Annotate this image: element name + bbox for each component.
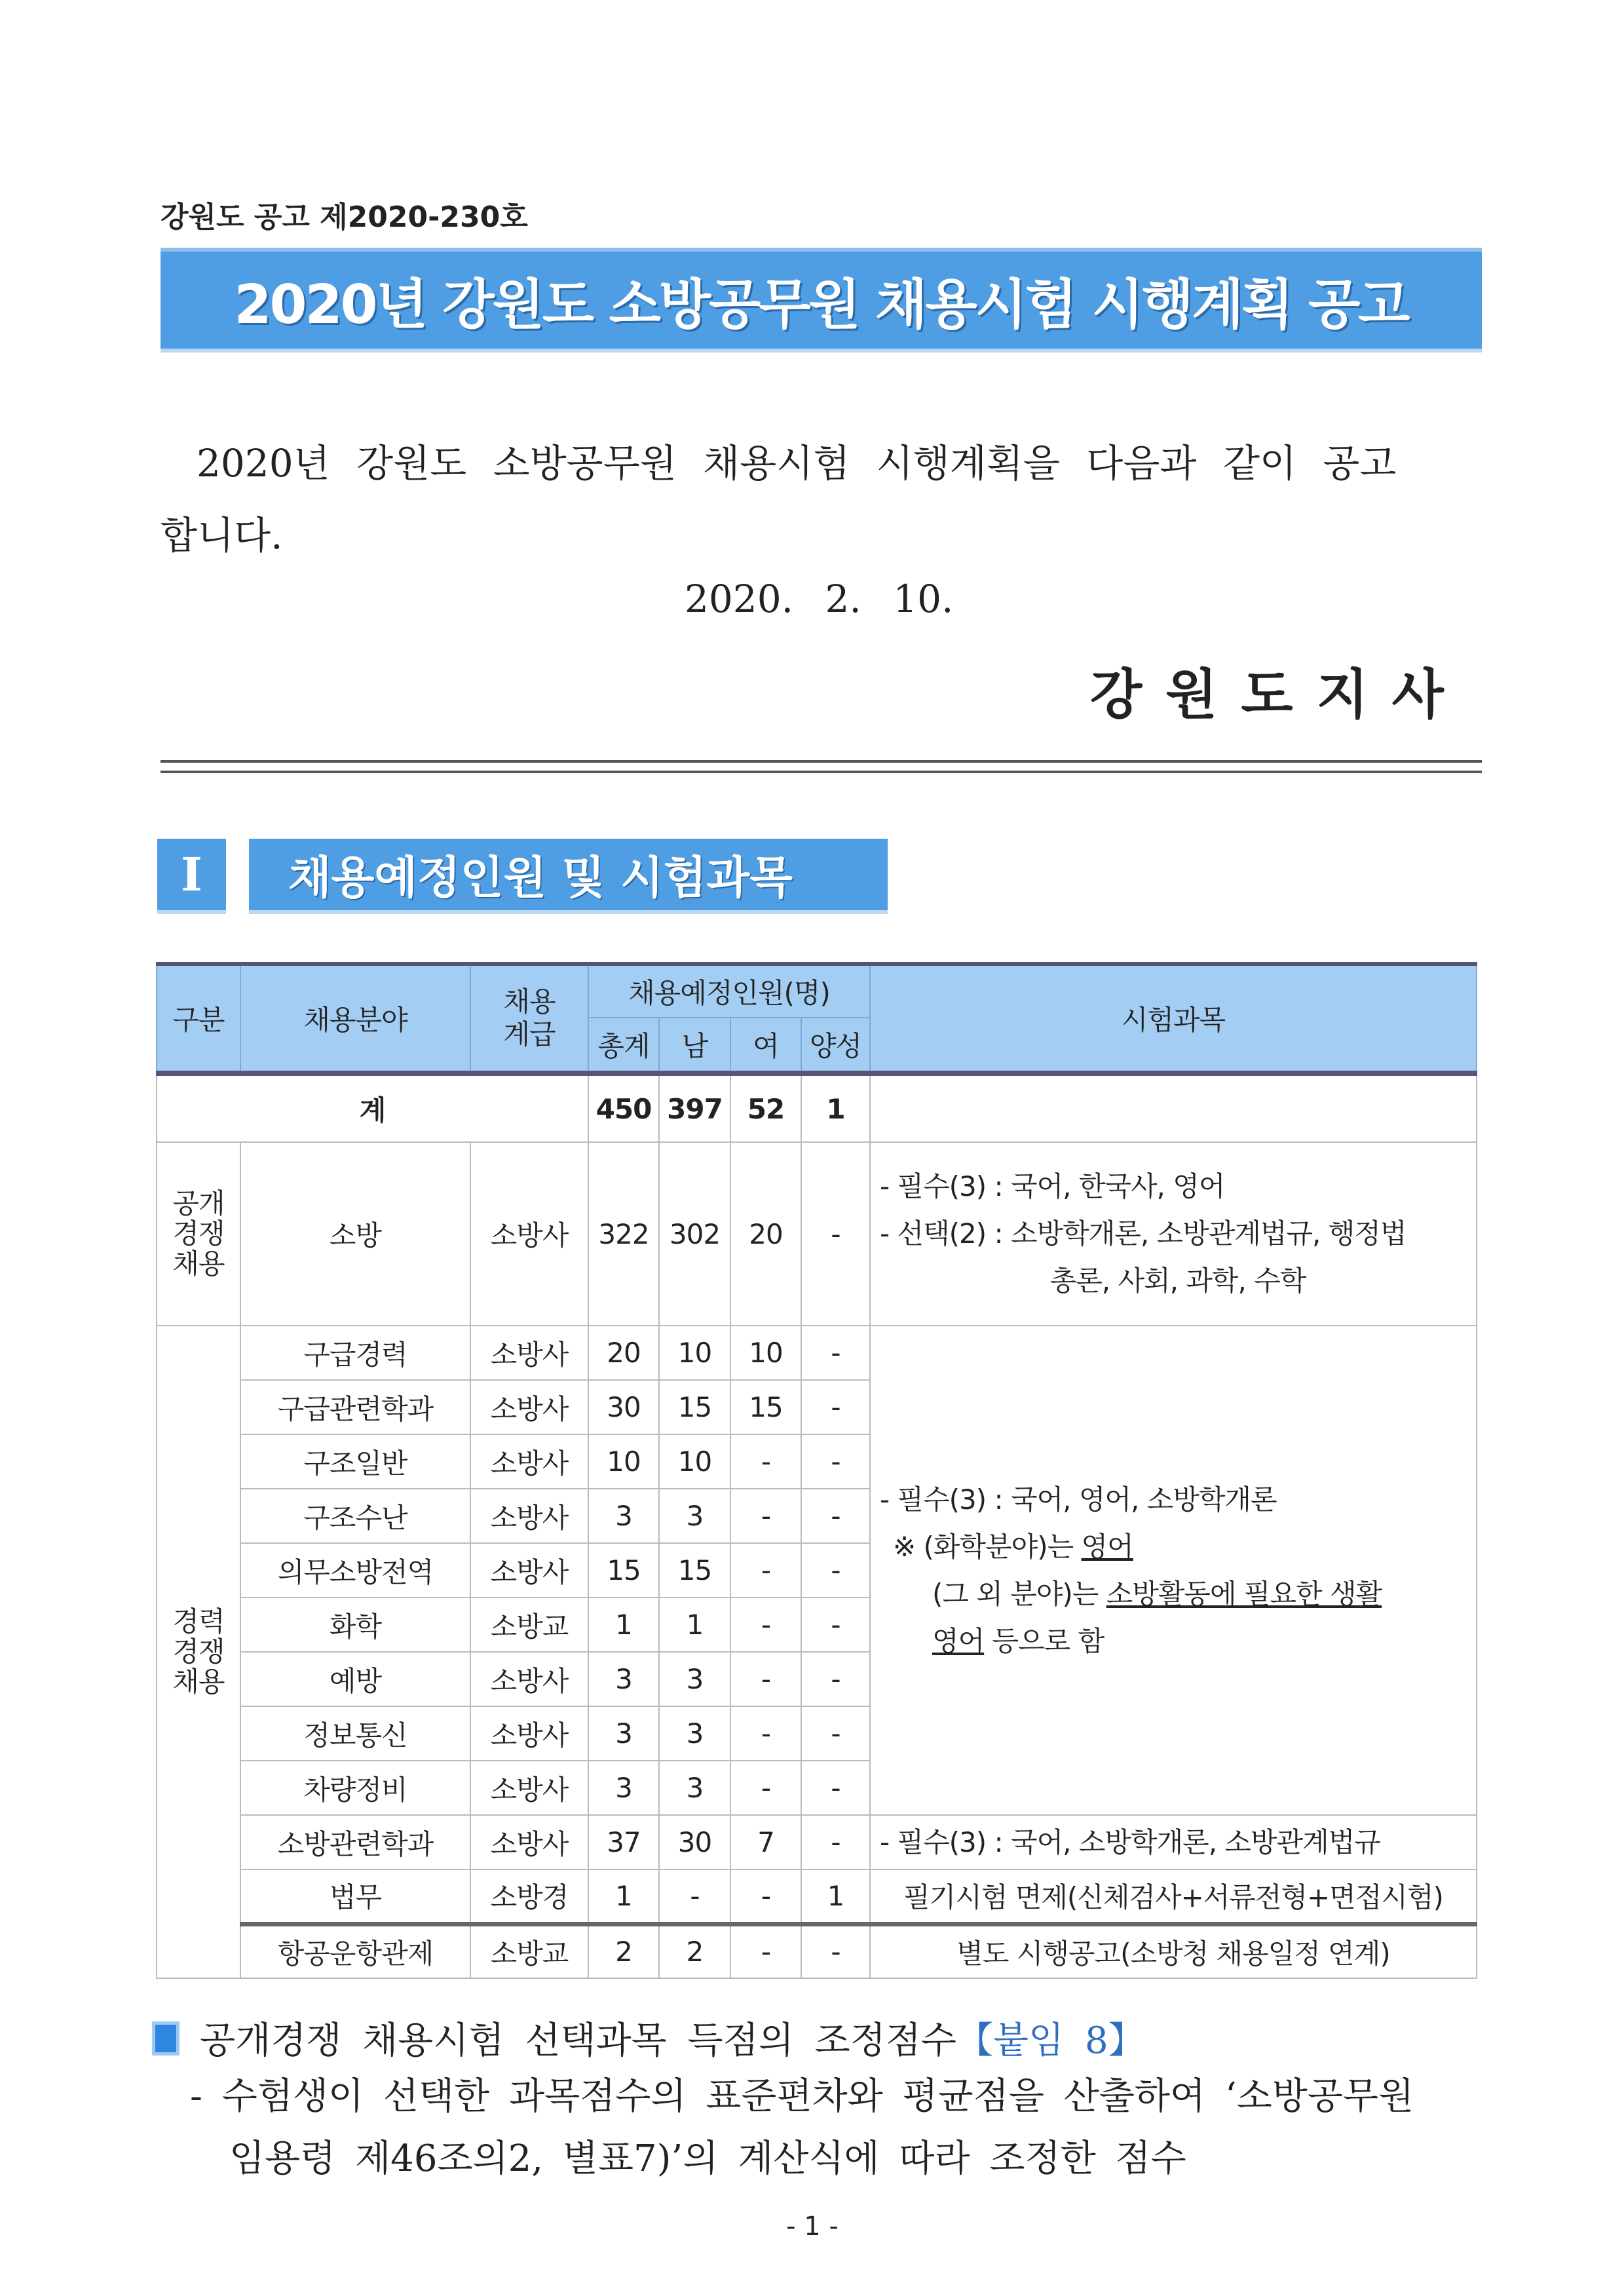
cell-field: 구급경력 xyxy=(240,1326,470,1380)
cell-male: 3 xyxy=(659,1652,730,1706)
subj-note: (그 외 분야)는 xyxy=(932,1577,1106,1610)
cell-field: 소방관련학과 xyxy=(240,1815,470,1869)
cell-male: 1 xyxy=(659,1598,730,1652)
subj-note-ul: 소방활동에 필요한 생활 xyxy=(1106,1577,1382,1610)
table-row xyxy=(157,1815,1477,1869)
square-bullet-icon xyxy=(152,2021,179,2056)
cell-male: 3 xyxy=(659,1489,730,1543)
header-category: 구분 xyxy=(157,964,240,1073)
header-field: 채용분야 xyxy=(240,964,470,1073)
header-female: 여 xyxy=(730,1018,801,1073)
cell-female: - xyxy=(730,1869,801,1924)
subj-note-ul: 영어 xyxy=(932,1624,985,1657)
cell-both: - xyxy=(801,1598,870,1652)
header-planned: 채용예정인원(명) xyxy=(588,964,870,1018)
career-category: 경력 경쟁 채용 xyxy=(157,1326,240,1978)
section-number: I xyxy=(157,839,226,914)
cell-female: - xyxy=(730,1924,801,1978)
cell-both: - xyxy=(801,1706,870,1761)
subj-note: ※ (화학분야)는 xyxy=(893,1530,1082,1563)
subj-elective: - 선택(2) : 소방학개론, 소방관계법규, 행정법 xyxy=(880,1217,1407,1250)
cell-grade: 소방사 xyxy=(470,1380,588,1434)
header-male: 남 xyxy=(659,1018,730,1073)
open-subjects xyxy=(870,1142,1477,1326)
career-subjects xyxy=(870,1326,1477,1815)
table-row xyxy=(157,1869,1477,1924)
cell-grade: 소방사 xyxy=(470,1326,588,1380)
open-category: 공개 경쟁 채용 xyxy=(157,1142,240,1326)
notice-number: 강원도 공고 제2020-230호 xyxy=(161,201,528,234)
cell-female: - xyxy=(730,1761,801,1815)
recruitment-table xyxy=(156,962,1477,1979)
cell-male: 3 xyxy=(659,1706,730,1761)
cell-field: 예방 xyxy=(240,1652,470,1706)
cell-female: - xyxy=(730,1706,801,1761)
law-subjects: 필기시험 면제(신체검사+서류전형+면접시험) xyxy=(870,1869,1477,1924)
cell-female: - xyxy=(730,1652,801,1706)
header-grade: 채용 계급 xyxy=(470,964,588,1073)
cell-male: 10 xyxy=(659,1326,730,1380)
table-row xyxy=(157,1924,1477,1978)
intro-text: 2020년 강원도 소방공무원 채용시험 시행계획을 다음과 같이 공고 xyxy=(197,441,1397,486)
double-divider xyxy=(161,760,1482,773)
related-subjects: - 필수(3) : 국어, 소방학개론, 소방관계법규 xyxy=(870,1815,1477,1869)
open-grade: 소방사 xyxy=(470,1142,588,1326)
cell-grade: 소방사 xyxy=(470,1761,588,1815)
cell-grade: 소방사 xyxy=(470,1706,588,1761)
cell-field: 항공운항관제 xyxy=(240,1924,470,1978)
notice-date: 2020. 2. 10. xyxy=(685,577,954,621)
cell-total: 37 xyxy=(588,1815,659,1869)
cell-total: 3 xyxy=(588,1652,659,1706)
cell-total: 15 xyxy=(588,1543,659,1598)
header-total: 총계 xyxy=(588,1018,659,1073)
cell-field: 화학 xyxy=(240,1598,470,1652)
cell-male: 30 xyxy=(659,1815,730,1869)
cell-total: 20 xyxy=(588,1326,659,1380)
cell-male: 15 xyxy=(659,1380,730,1434)
cell-grade: 소방경 xyxy=(470,1869,588,1924)
cell-both: - xyxy=(801,1924,870,1978)
air-subjects: 별도 시행공고(소방청 채용일정 연계) xyxy=(870,1924,1477,1978)
open-total: 322 xyxy=(588,1142,659,1326)
cell-field: 구급관련학과 xyxy=(240,1380,470,1434)
page-number: - 1 - xyxy=(786,2211,839,2242)
note-line: - 수험생이 선택한 과목점수의 표준편차와 평균점을 산출하여 ‘소방공무원 xyxy=(190,2075,1414,2118)
cell-both: - xyxy=(801,1326,870,1380)
cell-total: 2 xyxy=(588,1924,659,1978)
cell-total: 3 xyxy=(588,1489,659,1543)
cell-both: 1 xyxy=(801,1869,870,1924)
cell-both: - xyxy=(801,1815,870,1869)
cell-female: 15 xyxy=(730,1380,801,1434)
cell-field: 의무소방전역 xyxy=(240,1543,470,1598)
cell-grade: 소방사 xyxy=(470,1652,588,1706)
open-row xyxy=(157,1142,1477,1326)
open-male: 302 xyxy=(659,1142,730,1326)
cell-female: 7 xyxy=(730,1815,801,1869)
sum-label: 계 xyxy=(157,1073,588,1142)
cell-grade: 소방사 xyxy=(470,1815,588,1869)
cell-total: 3 xyxy=(588,1761,659,1815)
cell-female: - xyxy=(730,1489,801,1543)
subj-elective-cont: 총론, 사회, 과학, 수학 xyxy=(1049,1265,1306,1297)
cell-both: - xyxy=(801,1761,870,1815)
page-title: 2020년 강원도 소방공무원 채용시험 시행계획 공고 xyxy=(161,248,1482,353)
cell-total: 10 xyxy=(588,1434,659,1489)
sum-total: 450 xyxy=(588,1073,659,1142)
cell-total: 30 xyxy=(588,1380,659,1434)
subj-note-ul: 영어 xyxy=(1081,1530,1133,1563)
section-title: 채용예정인원 및 시험과목 xyxy=(249,839,888,914)
intro-text-cont: 합니다. xyxy=(161,513,283,558)
subj-note: 등으로 함 xyxy=(984,1624,1105,1657)
note-line: 임용령 제46조의2, 별표7)’의 계산식에 따라 조정한 점수 xyxy=(229,2137,1186,2180)
subj-required: - 필수(3) : 국어, 영어, 소방학개론 xyxy=(880,1483,1277,1516)
cell-total: 3 xyxy=(588,1706,659,1761)
open-both: - xyxy=(801,1142,870,1326)
cell-grade: 소방사 xyxy=(470,1489,588,1543)
cell-female: - xyxy=(730,1598,801,1652)
header-subjects: 시험과목 xyxy=(870,964,1477,1073)
cell-total: 1 xyxy=(588,1869,659,1924)
cell-field: 법무 xyxy=(240,1869,470,1924)
note-heading: 공개경쟁 채용시험 선택과목 득점의 조정점수【붙임 8】 xyxy=(200,2019,1145,2062)
cell-total: 1 xyxy=(588,1598,659,1652)
attachment-ref: 【붙임 8】 xyxy=(956,2019,1145,2062)
cell-male: 2 xyxy=(659,1924,730,1978)
open-field: 소방 xyxy=(240,1142,470,1326)
cell-field: 구조수난 xyxy=(240,1489,470,1543)
cell-both: - xyxy=(801,1380,870,1434)
cell-field: 정보통신 xyxy=(240,1706,470,1761)
cell-female: 10 xyxy=(730,1326,801,1380)
table-row xyxy=(157,1326,1477,1380)
signer: 강원도지사 xyxy=(1089,663,1467,726)
header-both: 양성 xyxy=(801,1018,870,1073)
cell-field: 구조일반 xyxy=(240,1434,470,1489)
sum-row xyxy=(157,1073,1477,1142)
cell-female: - xyxy=(730,1434,801,1489)
cell-both: - xyxy=(801,1489,870,1543)
cell-female: - xyxy=(730,1543,801,1598)
cell-male: - xyxy=(659,1869,730,1924)
cell-both: - xyxy=(801,1543,870,1598)
cell-male: 3 xyxy=(659,1761,730,1815)
cell-both: - xyxy=(801,1652,870,1706)
subj-required: - 필수(3) : 국어, 한국사, 영어 xyxy=(880,1170,1225,1202)
cell-field: 차량정비 xyxy=(240,1761,470,1815)
cell-male: 10 xyxy=(659,1434,730,1489)
sum-male: 397 xyxy=(659,1073,730,1142)
cell-grade: 소방교 xyxy=(470,1924,588,1978)
cell-grade: 소방사 xyxy=(470,1543,588,1598)
cell-grade: 소방사 xyxy=(470,1434,588,1489)
cell-male: 15 xyxy=(659,1543,730,1598)
sum-female: 52 xyxy=(730,1073,801,1142)
cell-both: - xyxy=(801,1434,870,1489)
cell-grade: 소방교 xyxy=(470,1598,588,1652)
open-female: 20 xyxy=(730,1142,801,1326)
sum-both: 1 xyxy=(801,1073,870,1142)
